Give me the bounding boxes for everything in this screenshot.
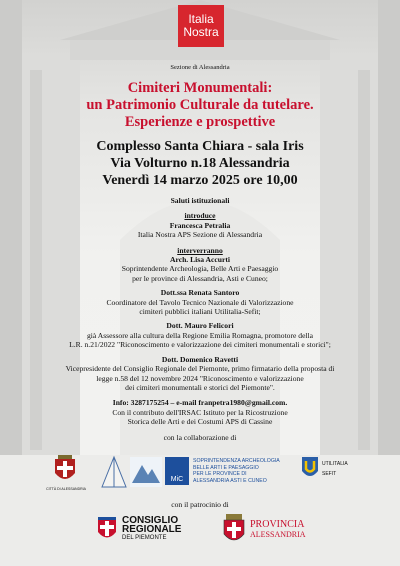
mic-badge-text: MiC (170, 476, 184, 483)
sefit-label: SEFIT (322, 471, 337, 477)
city-label: CITTÀ DI ALESSANDRIA (46, 487, 86, 491)
mic-line2: BELLE ARTI E PAESAGGIO (193, 464, 259, 471)
speaker3-role: già Assessore alla cultura della Regione Emilia Romagna, promotore della (86, 330, 314, 340)
provincia-line1: PROVINCIA (250, 519, 305, 530)
contribution-line1: Con il contributo dell'IRSAC Istituto per la Ricostruzione (112, 407, 288, 417)
interverranno-label: interverranno (177, 245, 223, 255)
ministry-building-logo-icon (100, 453, 128, 489)
speaker1-name: Arch. Lisa Accurti (170, 255, 230, 265)
speaker4-role3: dei cimiteri monumentali e storici del Piemonte". (125, 382, 275, 392)
event-title (0, 80, 400, 131)
patrocinio-label: con il patrocinio di (171, 500, 229, 509)
speaker2-role2: cimiteri pubblici italiani Utilitalia-Sefit; (139, 307, 261, 317)
provincia-line2: ALESSANDRIA (250, 530, 306, 539)
piemonte-region-crest-icon (96, 517, 118, 543)
logo-section: Sezione di Alessandria (170, 64, 230, 71)
provincia-logo-text (250, 520, 306, 540)
speaker1-role2: per le province di Alessandria, Asti e Cuneo; (132, 273, 268, 283)
venue-block (0, 138, 400, 189)
mic-badge (165, 457, 189, 485)
patrocinio-logos (0, 512, 400, 554)
speaker3-name: Dott. Mauro Felicori (166, 321, 234, 331)
venue-line1: Complesso Santa Chiara - sala Iris (96, 139, 304, 154)
mic-line4: ALESSANDRIA ASTI E CUNEO (193, 477, 267, 484)
introduce-label: introduce (184, 211, 216, 221)
title-line3: Esperienze e prospettive (124, 114, 276, 130)
consiglio-line3: DEL PIEMONTE (122, 535, 167, 541)
speaker2-name: Dott.ssa Renata Santoro (160, 288, 240, 298)
utilitalia-label: UTILITALIA (322, 461, 348, 467)
collaboration-label: con la collaborazione di (163, 432, 237, 442)
city-of-alessandria-crest-icon (52, 455, 78, 485)
introduce-name: Francesca Petralia (169, 220, 231, 230)
info-contact: Info: 3287175254 – e-mail franpetra1980@gmail.com. (112, 398, 288, 408)
speaker4-role: Vicepresidente del Consiglio Regionale del Piemonte, primo firmatario della proposta di (65, 364, 335, 374)
venue-datetime: Venerdì 14 marzo 2025 ore 10,00 (102, 173, 298, 188)
consiglio-line2: REGIONALE (122, 524, 182, 535)
speaker4-role2: legge n.58 del 12 novembre 2024 "Riconoscimento e valorizzazione (96, 373, 304, 383)
speaker3-role2: L.R. n.21/2022 "Riconoscimento e valorizzazione dei cimiteri monumentali e storici"; (69, 340, 331, 350)
speaker1-role: Soprintendente Archeologia, Belle Arti e Paesaggio (121, 264, 279, 274)
collaboration-logos (0, 447, 400, 495)
italia-nostra-logo (178, 5, 224, 47)
program (10, 196, 390, 442)
venue-line2: Via Volturno n.18 Alessandria (110, 156, 290, 171)
speaker2-role: Coordinatore del Tavolo Tecnico Nazionale di Valorizzazione (106, 297, 294, 307)
mic-line1: SOPRINTENDENZA ARCHEOLOGIA (193, 458, 280, 464)
utilitalia-shield-icon (300, 455, 320, 481)
speaker4-name: Dott. Domenico Ravetti (161, 354, 239, 364)
title-line1: Cimiteri Monumentali: (127, 80, 273, 96)
mic-soprintendenza-logo (165, 457, 293, 485)
mountain-logo-icon (130, 457, 162, 487)
saluti-label: Saluti istituzionali (170, 196, 230, 205)
consiglio-regionale-logo-text (122, 516, 181, 543)
mic-line3: PER LE PROVINCE DI (193, 471, 247, 477)
logo-line1: Italia (188, 12, 214, 26)
contribution-line2: Storica delle Arti e dei Costumi APS di Cassine (127, 417, 273, 427)
consiglio-line1: CONSIGLIO (122, 515, 179, 526)
provincia-alessandria-crest-icon (222, 514, 246, 546)
introduce-role: Italia Nostra APS Sezione di Alessandria (137, 230, 263, 240)
logo-line2: Nostra (183, 25, 219, 39)
title-line2: un Patrimonio Culturale da tutelare. (86, 97, 314, 113)
